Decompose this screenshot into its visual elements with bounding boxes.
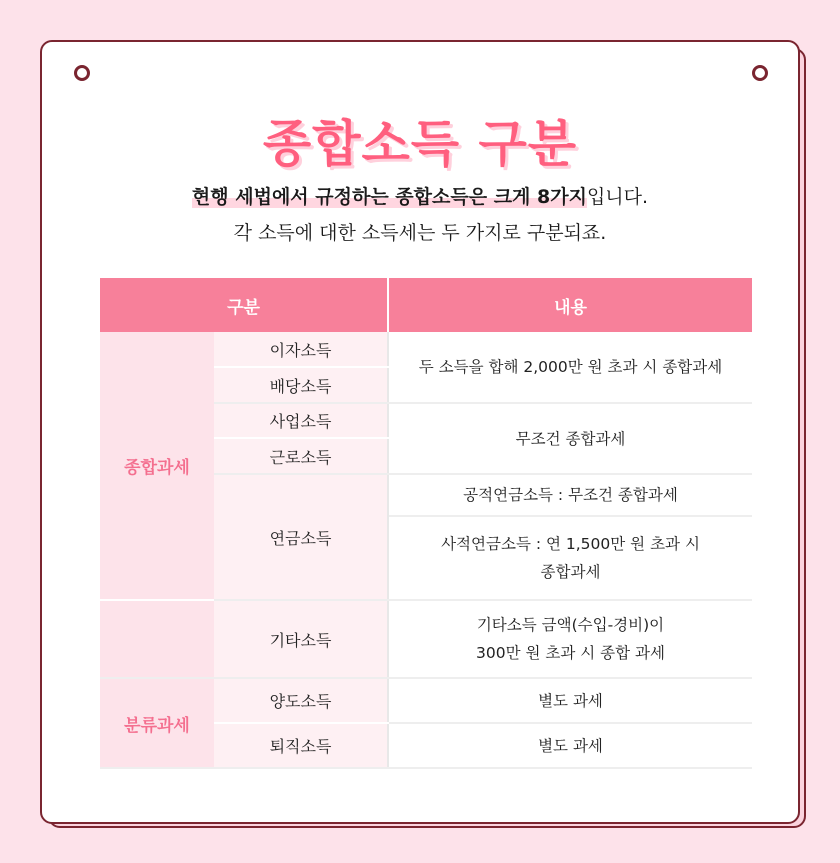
pin-right-icon: [752, 65, 768, 81]
content-interest-dividend: 두 소득을 합해 2,000만 원 초과 시 종합과세: [388, 332, 752, 403]
header-kind: 구분: [100, 278, 388, 332]
row-dividend: 배당소득: [214, 367, 388, 403]
income-table: [100, 278, 752, 769]
subtitle-highlight: 현행 세법에서 규정하는 종합소득은 크게 8가지: [191, 186, 587, 208]
content-other-line2: 300만 원 초과 시 종합 과세: [476, 644, 665, 662]
content-pension-private-line2: 종합과세: [540, 563, 601, 581]
content-pension-private-line1: 사적연금소득 : 연 1,500만 원 초과 시: [441, 535, 700, 553]
category-comprehensive: 종합과세: [100, 332, 214, 600]
row-business: 사업소득: [214, 403, 388, 438]
row-interest: 이자소득: [214, 332, 388, 367]
table-row: [100, 678, 752, 723]
category-separate: 분류과세: [100, 678, 214, 768]
header-content: 내용: [388, 278, 752, 332]
content-other: [388, 600, 752, 678]
row-retirement: 퇴직소득: [214, 723, 388, 768]
content-retirement: 별도 과세: [388, 723, 752, 768]
row-transfer: 양도소득: [214, 678, 388, 723]
pin-left-icon: [74, 65, 90, 81]
page-title: 종합소득 구분: [262, 115, 578, 173]
content-business-labor: 무조건 종합과세: [388, 403, 752, 474]
table-header-row: [100, 278, 752, 332]
subtitle-line-1: [42, 182, 798, 209]
category-comprehensive-cont: [100, 600, 214, 678]
row-other: 기타소득: [214, 600, 388, 678]
subtitle-rest: 입니다.: [586, 186, 649, 208]
table-row: [100, 332, 752, 367]
subtitle-line-2: 각 소득에 대한 소득세는 두 가지로 구분되죠.: [233, 222, 607, 244]
info-card: [40, 40, 800, 824]
content-pension-public: 공적연금소득 : 무조건 종합과세: [388, 474, 752, 516]
content-pension-private: [388, 516, 752, 600]
content-other-line1: 기타소득 금액(수입-경비)이: [476, 616, 665, 634]
row-labor: 근로소득: [214, 438, 388, 474]
table-row: [100, 600, 752, 678]
content-transfer: 별도 과세: [388, 678, 752, 723]
row-pension: 연금소득: [214, 474, 388, 600]
